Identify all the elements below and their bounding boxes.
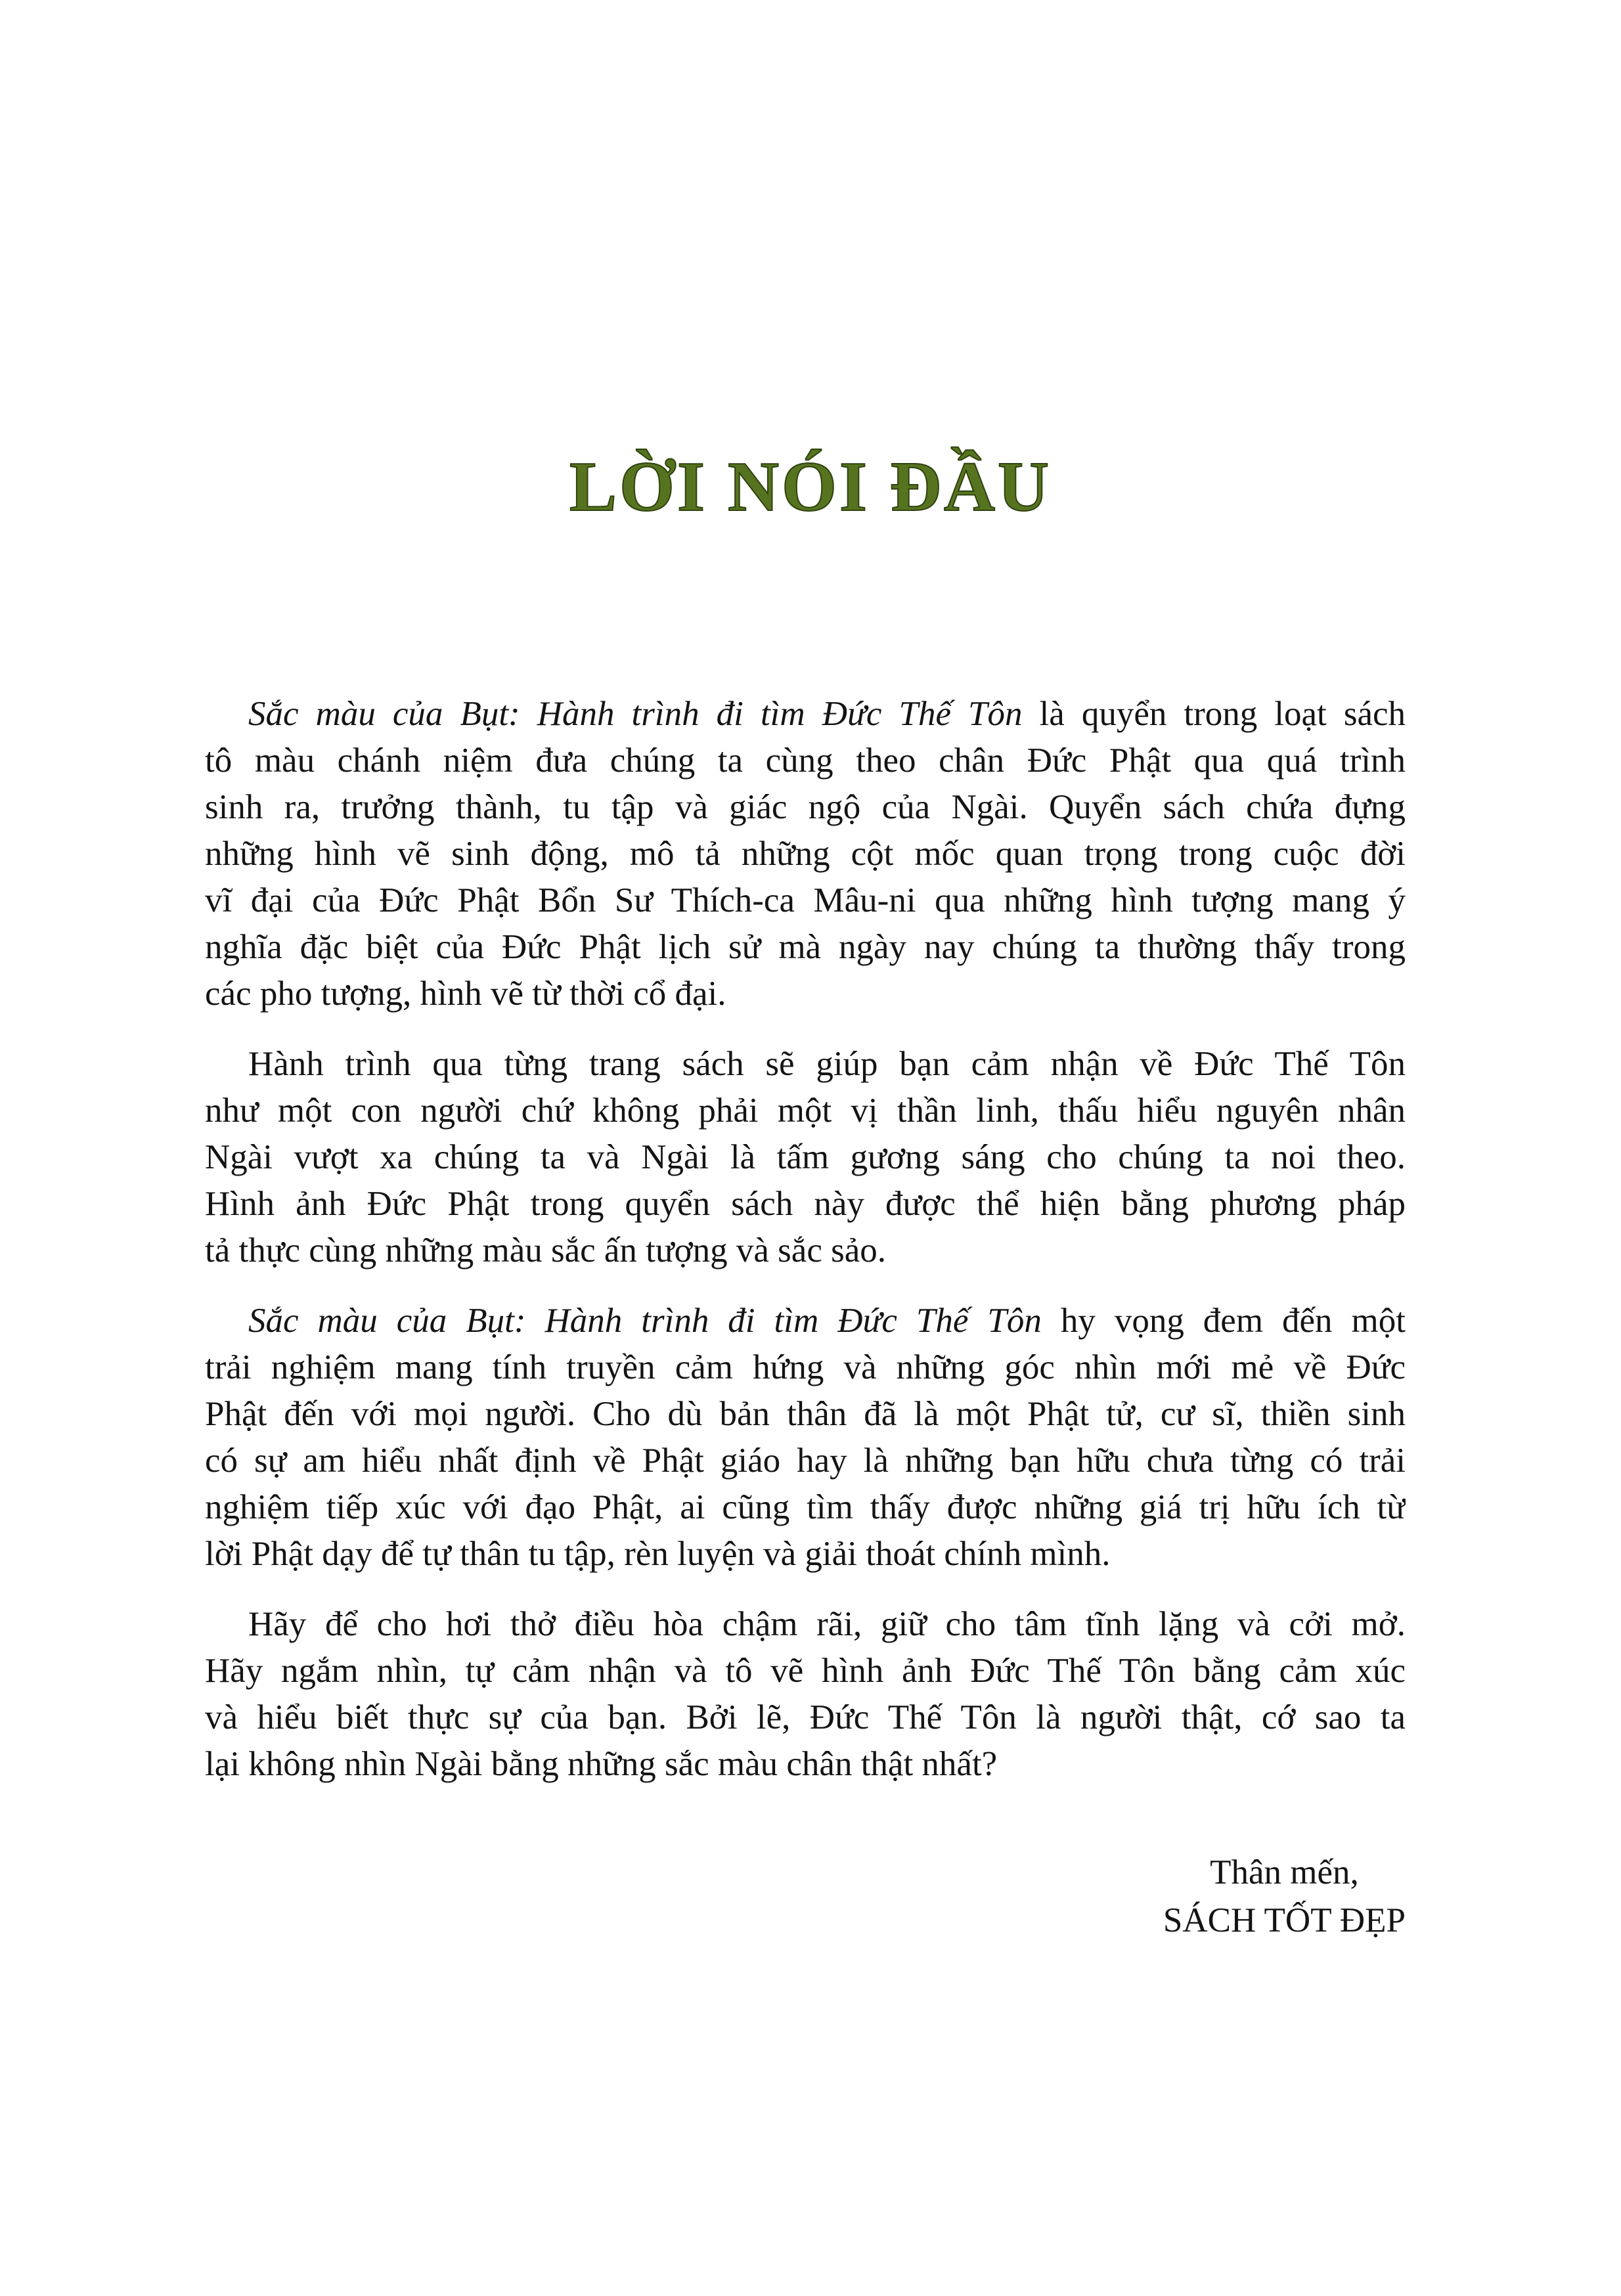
page-title: LỜI NÓI ĐẦU [569,448,1052,526]
text-line [205,1741,1406,1788]
signature-name: SÁCH TỐT ĐẸP [1163,1901,1406,1939]
line-text: Hãy ngắm nhìn, tự cảm nhận và tô vẽ hình ảnh Đức Thế Tôn bằng cảm xúc [205,1652,1406,1690]
text-line [205,1134,1406,1181]
line-text: trải nghiệm mang tính truyền cảm hứng và những góc nhìn mới mẻ về Đức [205,1348,1406,1386]
text-line [205,1484,1406,1531]
line-text: hy vọng đem đến một [1041,1302,1406,1340]
text-line [205,924,1406,971]
paragraph [205,691,1406,1017]
line-text: sinh ra, trưởng thành, tu tập và giác ngộ của Ngài. Quyển sách chứa đựng [205,788,1406,826]
line-text: lại không nhìn Ngài bằng những sắc màu chân thật nhất? [205,1745,998,1783]
text-line [205,1648,1406,1694]
line-text: tả thực cùng những màu sắc ấn tượng và sắc sảo. [205,1231,886,1269]
book-title-italic: Sắc màu của Bụt: Hành trình đi tìm Đức Thế Tôn [248,1302,1042,1340]
paragraph [205,1298,1406,1578]
signature-closing: Thân mến, [1210,1853,1359,1891]
text-line [205,1227,1406,1274]
line-text: như một con người chứ không phải một vị thần linh, thấu hiểu nguyên nhân [205,1092,1406,1130]
line-text: có sự am hiểu nhất định về Phật giáo hay là những bạn hữu chưa từng có trải [205,1442,1406,1480]
text-line [205,1531,1406,1578]
text-line [205,1438,1406,1484]
line-text: Hành trình qua từng trang sách sẽ giúp bạn cảm nhận về Đức Thế Tôn [248,1045,1406,1083]
text-line [205,738,1406,784]
line-text: Ngài vượt xa chúng ta và Ngài là tấm gương sáng cho chúng ta noi theo. [205,1138,1406,1176]
text-line [205,1181,1406,1227]
line-text: tô màu chánh niệm đưa chúng ta cùng theo chân Đức Phật qua quá trình [205,741,1406,780]
signature-block [1163,1849,1406,1945]
book-title-italic: Sắc màu của Bụt: Hành trình đi tìm Đức Thế Tôn [248,695,1023,733]
text-line [205,1391,1406,1438]
line-text: nghiệm tiếp xúc với đạo Phật, ai cũng tìm thấy được những giá trị hữu ích từ [205,1488,1406,1526]
line-text: Hình ảnh Đức Phật trong quyển sách này được thể hiện bằng phương pháp [205,1185,1406,1223]
line-text: nghĩa đặc biệt của Đức Phật lịch sử mà ngày nay chúng ta thường thấy trong [205,928,1406,966]
preface-body [205,691,1406,1811]
text-line [205,1041,1406,1088]
text-line [205,1088,1406,1134]
line-text: lời Phật dạy để tự thân tu tập, rèn luyện và giải thoát chính mình. [205,1535,1111,1573]
text-line [205,831,1406,877]
line-text: Phật đến với mọi người. Cho dù bản thân đã là một Phật tử, cư sĩ, thiền sinh [205,1395,1406,1433]
text-line [205,971,1406,1017]
text-line [205,1601,1406,1648]
text-line [205,691,1406,738]
line-text: vĩ đại của Đức Phật Bổn Sư Thích-ca Mâu-ni qua những hình tượng mang ý [205,881,1406,919]
line-text: những hình vẽ sinh động, mô tả những cột mốc quan trọng trong cuộc đời [205,835,1406,873]
text-line [205,784,1406,831]
line-text: là quyển trong loạt sách [1022,695,1406,733]
text-line [205,1344,1406,1391]
line-text: các pho tượng, hình vẽ từ thời cổ đại. [205,975,726,1013]
line-text: Hãy để cho hơi thở điều hòa chậm rãi, giữ cho tâm tĩnh lặng và cởi mở. [248,1605,1406,1643]
text-line [205,877,1406,924]
paragraph [205,1041,1406,1274]
paragraph [205,1601,1406,1788]
text-line [205,1298,1406,1344]
line-text: và hiểu biết thực sự của bạn. Bởi lẽ, Đức Thế Tôn là người thật, cớ sao ta [205,1698,1406,1736]
text-line [205,1694,1406,1741]
